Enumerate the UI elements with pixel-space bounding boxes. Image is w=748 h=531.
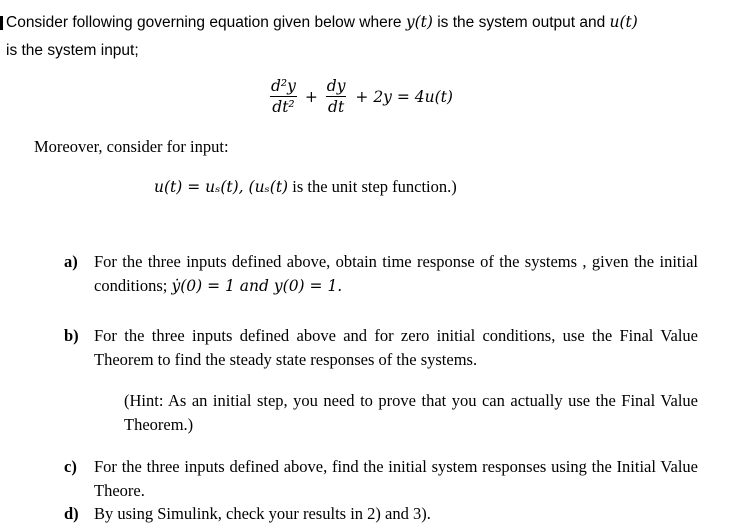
question-b-text: For the three inputs defined above and for zero initial conditions, use the Final Value Theorem to find the steady state responses of the systems. [94,326,698,369]
first-derivative-fraction [326,76,347,117]
frac2-denominator: dt [328,98,345,116]
frac1-numerator: d²y [271,77,296,95]
question-c [64,455,698,503]
intro-line-2: is the system input; [6,42,139,59]
input-definition [154,177,457,197]
question-d [64,502,698,526]
question-c-text: For the three inputs defined above, find the initial system responses using the Initial Value Theore. [94,457,698,500]
paragraph-marker [0,16,3,30]
question-d-text: By using Simulink, check your results in 2) and 3). [94,504,431,523]
question-c-label: c) [64,457,77,476]
intro-text: Consider following governing equation given below where [6,14,406,31]
input-definition-text: is the unit step function.) [288,177,457,196]
frac2-numerator: dy [326,77,346,95]
moreover-text: Moreover, consider for input: [34,137,229,156]
intro-text-mid: is the system output and [432,14,610,31]
frac1-denominator: dt² [272,98,295,116]
question-a-text: For the three inputs defined above, obtain time response of the systems , given the initial conditions; [94,252,698,295]
question-b-label: b) [64,326,79,345]
input-symbol: u(t) [609,13,638,31]
question-a [64,250,698,298]
input-definition-math: u(t) = uₛ(t), (uₛ(t) [154,178,289,196]
equation-rest: + 2y = 4u(t) [355,87,453,106]
plus-sign: + [304,87,318,106]
hint-text: (Hint: As an initial step, you need to prove that you can actually use the Final Value Theorem.) [124,391,698,434]
question-d-label: d) [64,504,79,523]
question-a-conditions: ẏ(0) = 1 and y(0) = 1. [171,277,343,295]
governing-equation [270,76,453,117]
question-a-label: a) [64,252,78,271]
intro-line-1 [6,13,638,32]
second-derivative-fraction [270,76,297,117]
output-symbol: y(t) [405,13,433,31]
question-b [64,324,698,372]
